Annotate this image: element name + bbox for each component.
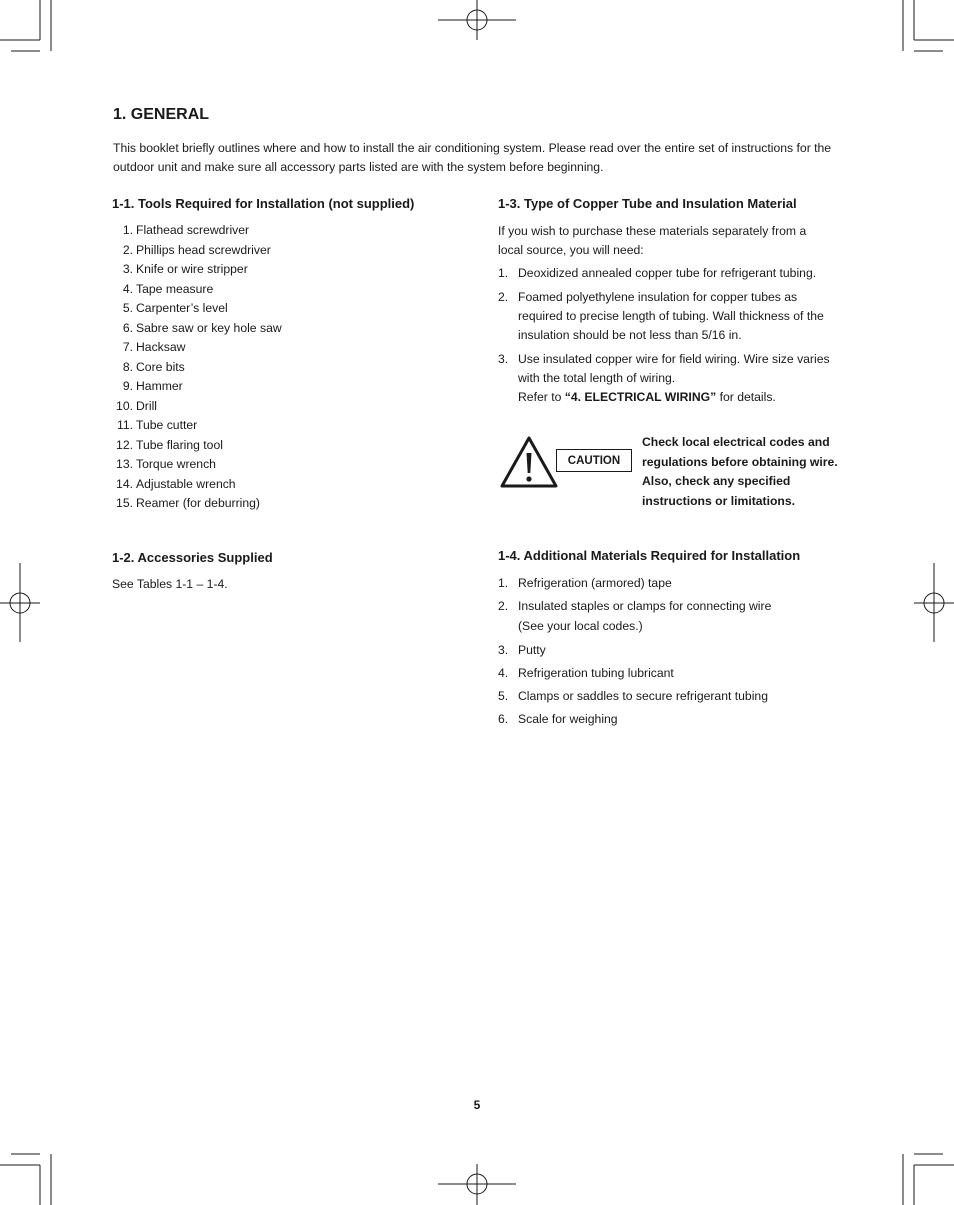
item-number: 3.: [498, 352, 509, 366]
item-text: Refrigeration (armored) tape: [518, 576, 672, 590]
list-item: [113, 299, 443, 319]
intro-paragraph: This booklet briefly outlines where and how to install the air conditioning system. Please read over the entire set of instructions for the outdoor unit and make sure all accessory parts listed are with the system before beginning.: [113, 141, 832, 174]
list-item: [113, 260, 443, 280]
caution-label: CAUTION: [556, 449, 632, 472]
list-item: [113, 319, 443, 339]
page-number: 5: [473, 1098, 481, 1112]
list-item: [113, 455, 443, 475]
item-text: Tape measure: [136, 281, 214, 296]
item-number: 3.: [498, 642, 509, 657]
list-item: [498, 288, 843, 345]
item-number: 13.: [116, 457, 133, 471]
item-text: Reamer (for deburring): [136, 496, 260, 510]
item-number: 2.: [498, 599, 509, 614]
item-text: Scale for weighing: [518, 712, 618, 727]
list-item: [113, 436, 443, 456]
item-number: 11.: [116, 418, 133, 432]
item-text: Knife or wire stripper: [136, 262, 248, 276]
list-item: [498, 663, 843, 683]
tools-heading: 1-1. Tools Required for Installation (not supplied): [112, 196, 415, 211]
list-item: [113, 241, 443, 261]
item-text: Tube cutter: [136, 418, 198, 432]
item-number: 15.: [116, 496, 133, 510]
item-number: 14.: [116, 476, 133, 491]
item-text: Clamps or saddles to secure refrigerant tubing: [518, 689, 768, 704]
item-number: 10.: [116, 398, 133, 413]
item-number: 4.: [122, 281, 133, 296]
item-text: Sabre saw or key hole saw: [136, 320, 282, 335]
tools-list: [113, 221, 443, 514]
item-text: Torque wrench: [136, 457, 216, 471]
item-text: Deoxidized annealed copper tube for refrigerant tubing.: [518, 266, 817, 280]
accessories-heading: 1-2. Accessories Supplied: [112, 550, 273, 565]
item-number: 9.: [122, 379, 133, 393]
item-number: 7.: [122, 340, 133, 354]
section-title: 1. GENERAL: [113, 106, 210, 123]
list-item: [113, 221, 443, 241]
item-number: 1.: [122, 223, 133, 237]
list-item: [113, 397, 443, 417]
refer-prefix: Refer to: [518, 390, 565, 404]
list-item: [498, 640, 843, 660]
copper-list: [498, 264, 843, 407]
list-item: [113, 358, 443, 378]
item-number: 5.: [498, 689, 509, 704]
item-number: 1.: [498, 576, 509, 590]
item-number: 6.: [122, 320, 133, 335]
item-text: Flathead screwdriver: [136, 223, 250, 237]
list-item: [498, 350, 843, 407]
item-text: Insulated staples or clamps for connecting wire: [518, 599, 772, 614]
copper-intro: If you wish to purchase these materials separately from a local source, you will need:: [498, 224, 807, 257]
item-number: 12.: [116, 437, 133, 452]
item-text: Tube flaring tool: [136, 437, 223, 452]
list-item: [498, 264, 843, 283]
item-number: 2.: [498, 290, 509, 304]
additional-list: [498, 573, 843, 733]
item-text: Adjustable wrench: [136, 476, 236, 491]
item-number: 5.: [122, 301, 133, 315]
copper-heading: 1-3. Type of Copper Tube and Insulation Material: [498, 196, 797, 211]
item-number: 4.: [498, 665, 509, 680]
refer-link-text: “4. ELECTRICAL WIRING”: [564, 390, 717, 404]
list-item: [498, 709, 843, 729]
item-text: Hammer: [136, 379, 183, 393]
list-item: [113, 475, 443, 495]
caution-text: Check local electrical codes and regulations before obtaining wire. Also, check any specified instructions or limitations.: [642, 435, 838, 508]
item-text: Phillips head screwdriver: [136, 242, 271, 257]
list-item: [113, 338, 443, 358]
item-text: Foamed polyethylene insulation for copper tubes as required to precise length of tubing. Wall thickness of the insulation should be not less than 5/16 in.: [518, 290, 824, 342]
item-text: Drill: [136, 398, 157, 413]
item-text: Carpenter’s level: [136, 301, 228, 315]
accessories-text: See Tables 1-1 – 1-4.: [112, 577, 228, 591]
item-number: 1.: [498, 266, 509, 280]
item-text: Use insulated copper wire for field wiring. Wire size varies with the total length of wiring.: [518, 352, 830, 385]
additional-heading: 1-4. Additional Materials Required for Installation: [498, 548, 801, 563]
item-text: Putty: [518, 642, 546, 657]
item-text: Core bits: [136, 359, 185, 374]
warning-triangle-icon: [500, 436, 558, 489]
list-item: [113, 494, 443, 514]
item-text: Hacksaw: [136, 340, 186, 354]
item-text-continued: (See your local codes.): [518, 619, 643, 634]
list-item: [113, 377, 443, 397]
refer-suffix: for details.: [716, 390, 776, 404]
item-number: 6.: [498, 712, 509, 727]
list-item: [113, 280, 443, 300]
item-number: 8.: [122, 359, 133, 374]
list-item: [113, 416, 443, 436]
item-text: Refrigeration tubing lubricant: [518, 665, 674, 680]
list-item: [498, 596, 843, 636]
item-number: 3.: [122, 262, 133, 276]
item-number: 2.: [122, 242, 133, 257]
list-item: [498, 573, 843, 593]
list-item: [498, 686, 843, 706]
